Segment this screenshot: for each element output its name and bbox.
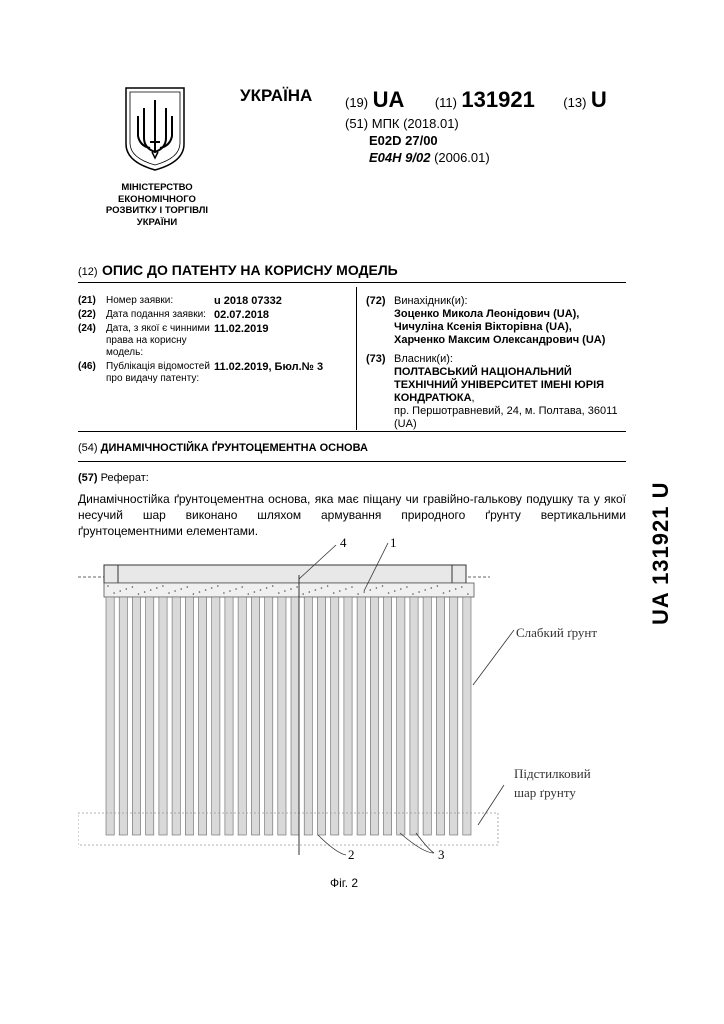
cushion-grain: [193, 593, 195, 595]
cushion-grain: [205, 589, 207, 591]
document-type-text: ОПИС ДО ПАТЕНТУ НА КОРИСНУ МОДЕЛЬ: [102, 262, 398, 278]
title-54: [78, 442, 368, 454]
biblio-value: u 2018 07332: [214, 295, 282, 307]
cushion-grain: [376, 587, 378, 589]
cushion-grain: [327, 585, 329, 587]
cushion-grain: [351, 586, 353, 588]
soil-cement-column: [450, 597, 458, 835]
soil-cement-column: [331, 597, 339, 835]
column-divider: [356, 287, 357, 430]
biblio-right: [366, 295, 626, 431]
soil-cement-column: [397, 597, 405, 835]
abstract-text: [78, 491, 626, 539]
cushion-grain: [138, 593, 140, 595]
soil-cement-column: [344, 597, 352, 835]
callout-2: 2: [348, 847, 355, 862]
biblio-code: (46): [78, 361, 96, 372]
soil-cement-column: [384, 597, 392, 835]
code-13: (13): [563, 95, 587, 110]
cushion-grain: [187, 586, 189, 588]
cushion-grain: [132, 586, 134, 588]
soil-cement-column: [238, 597, 246, 835]
cushion-grain: [449, 590, 451, 592]
cushion-grain: [418, 591, 420, 593]
owner-name-line: ПОЛТАВСЬКИЙ НАЦІОНАЛЬНИЙ: [394, 366, 572, 378]
ministry-line: МІНІСТЕРСТВО: [121, 182, 193, 193]
ministry-line: УКРАЇНИ: [136, 216, 178, 228]
biblio-row: [78, 309, 356, 323]
owner-name-line: ТЕХНІЧНИЙ УНІВЕРСИТЕТ ІМЕНІ ЮРІЯ: [394, 379, 605, 391]
biblio-row: [78, 361, 356, 387]
code-73: (73): [366, 353, 386, 365]
code-51: (51): [345, 116, 369, 131]
cushion-grain: [424, 589, 426, 591]
cushion-grain: [345, 588, 347, 590]
cushion-grain: [309, 591, 311, 593]
kind-code: U: [590, 87, 607, 112]
cushion-grain: [199, 591, 201, 593]
code-11: (11): [434, 95, 457, 110]
code-54: (54): [78, 442, 98, 454]
soil-cement-column: [251, 597, 259, 835]
soil-cement-column: [212, 597, 220, 835]
abstract-line: несучий шар виконано шляхом армування природного ґрунту вертикальними: [78, 508, 626, 522]
cushion-grain: [223, 592, 225, 594]
soil-cement-column: [304, 597, 312, 835]
soil-cement-column: [172, 597, 180, 835]
biblio-left: [78, 295, 356, 387]
abstract-heading: [78, 472, 149, 484]
cushion-grain: [394, 590, 396, 592]
soil-cement-column: [410, 597, 418, 835]
cushion-grain: [168, 592, 170, 594]
ipc-class-2: E04H 9/02: [369, 150, 431, 165]
cushion-grain: [400, 588, 402, 590]
biblio-label: Дата подання заявки:: [106, 309, 206, 320]
inventor-name: Чичуліна Ксенія Вікторівна (UA),: [394, 321, 572, 333]
soil-cement-column: [423, 597, 431, 835]
cushion-grain: [156, 587, 158, 589]
cushion-grain: [388, 592, 390, 594]
owner-address-country: (UA): [394, 418, 417, 430]
cushion-grain: [241, 586, 243, 588]
soil-cement-column: [185, 597, 193, 835]
biblio-row: [78, 323, 356, 361]
cushion-grain: [162, 585, 164, 587]
soil-cement-column: [265, 597, 273, 835]
foundation-drawing: [78, 535, 626, 865]
cushion-grain: [302, 593, 304, 595]
ipc-class-2-date: (2006.01): [434, 150, 490, 165]
inventors-label: Винахідник(и):: [394, 295, 468, 307]
biblio-label: Номер заявки:: [106, 295, 174, 306]
cushion-grain: [260, 589, 262, 591]
divider: [78, 431, 626, 432]
ipc-label: МПК (2018.01): [371, 116, 459, 131]
cushion-grain: [467, 593, 469, 595]
cushion-grain: [357, 593, 359, 595]
soil-cement-column: [106, 597, 114, 835]
patent-number: 131921: [461, 87, 535, 112]
soil-cement-column: [370, 597, 378, 835]
cushion-grain: [119, 590, 121, 592]
cushion-grain: [113, 592, 115, 594]
cushion-grain: [126, 588, 128, 590]
biblio-code: (22): [78, 309, 96, 320]
cushion-grain: [382, 585, 384, 587]
abstract-line: ґрунтоцементними елементами.: [78, 524, 259, 538]
abstract-line: Динамічностійка ґрунтоцементна основа, яка має піщану чи гравійно-галькову подушку та у якої: [78, 492, 626, 506]
cushion-grain: [284, 590, 286, 592]
figure-caption: Фіг. 2: [330, 876, 359, 890]
side-patent-number: [648, 482, 674, 625]
cushion-grain: [107, 585, 109, 587]
soil-cement-column: [199, 597, 207, 835]
cushion-grain: [278, 592, 280, 594]
biblio-value: 11.02.2019, Бюл.№ 3: [214, 361, 324, 373]
biblio-code: (21): [78, 295, 96, 306]
document-type: [78, 262, 398, 280]
cushion-grain: [254, 591, 256, 593]
biblio-label: Публікація відомостей про видачу патенту:: [106, 361, 210, 384]
soil-cement-column: [159, 597, 167, 835]
soil-cement-column: [119, 597, 127, 835]
abstract-label: Реферат:: [100, 472, 149, 484]
code-72: (72): [366, 295, 386, 307]
inventor-name: Зоценко Микола Леонідович (UA),: [394, 308, 580, 320]
cushion-grain: [406, 586, 408, 588]
country-name: УКРАЇНА: [240, 86, 313, 105]
divider: [78, 282, 626, 283]
inventors-block: [366, 295, 626, 347]
ministry-line: РОЗВИТКУ І ТОРГІВЛІ: [105, 205, 209, 216]
cushion-grain: [412, 593, 414, 595]
owner-block: [366, 353, 626, 431]
ipc-block: [345, 115, 490, 166]
ministry-line: ЕКОНОМІЧНОГО: [118, 193, 196, 205]
cushion-grain: [431, 587, 433, 589]
country-code: UA: [372, 87, 405, 112]
bedding-layer-label-2: шар ґрунту: [514, 785, 576, 800]
utility-model-title: ДИНАМІЧНОСТІЙКА ҐРУНТОЦЕМЕНТНА ОСНОВА: [100, 442, 368, 454]
biblio-label: Дата, з якої є чинними права на корисну модель:: [106, 323, 210, 358]
biblio-code: (24): [78, 323, 96, 334]
divider: [78, 461, 626, 462]
cushion-grain: [363, 591, 365, 593]
cushion-grain: [339, 590, 341, 592]
soil-cement-column: [317, 597, 325, 835]
soil-cement-column: [291, 597, 299, 835]
cushion-grain: [217, 585, 219, 587]
cushion-grain: [235, 588, 237, 590]
cushion-grain: [296, 586, 298, 588]
inventor-name: Харченко Максим Олександрович (UA): [394, 334, 606, 346]
cushion-grain: [266, 587, 268, 589]
callout-3: 3: [438, 847, 445, 862]
cushion-grain: [321, 587, 323, 589]
cushion-grain: [248, 593, 250, 595]
owner-address: пр. Першотравневий, 24, м. Полтава, 36011: [394, 405, 618, 417]
cushion-grain: [455, 588, 457, 590]
cushion-grain: [150, 589, 152, 591]
cushion-grain: [315, 589, 317, 591]
cushion-grain: [229, 590, 231, 592]
soil-cement-column: [436, 597, 444, 835]
soil-cement-column: [463, 597, 471, 835]
code-19: (19): [345, 95, 369, 110]
biblio-value: 02.07.2018: [214, 309, 270, 321]
callout-4: 4: [340, 535, 347, 550]
cushion-grain: [144, 591, 146, 593]
cushion-grain: [290, 588, 292, 590]
cushion-grain: [443, 592, 445, 594]
owner-label: Власник(и):: [394, 353, 453, 365]
cushion-grain: [272, 585, 274, 587]
soil-cement-column: [132, 597, 140, 835]
callout-1: 1: [390, 535, 397, 550]
biblio-row: [78, 295, 356, 309]
cushion-grain: [333, 592, 335, 594]
cushion-grain: [174, 590, 176, 592]
bedding-layer-label-1: Підстилковий: [514, 766, 591, 781]
cushion-grain: [211, 587, 213, 589]
soil-cement-column: [225, 597, 233, 835]
ipc-class-1: E02D 27/00: [369, 133, 438, 148]
side-number-text: UA 131921 U: [648, 481, 673, 625]
cushion-grain: [180, 588, 182, 590]
figure-2: [78, 535, 626, 865]
owner-name-line: КОНДРАТЮКА: [394, 392, 472, 404]
weak-soil-label: Слабкий ґрунт: [516, 625, 598, 640]
coat-of-arms-emblem: [124, 86, 186, 172]
cushion-grain: [370, 589, 372, 591]
ministry-name: [95, 182, 219, 228]
soil-cement-column: [357, 597, 365, 835]
soil-cement-column: [278, 597, 286, 835]
code-57: (57): [78, 472, 98, 484]
code-12: (12): [78, 266, 98, 278]
cushion-grain: [461, 586, 463, 588]
patent-number-line: [345, 87, 607, 113]
biblio-value: 11.02.2019: [214, 323, 269, 335]
cushion-grain: [437, 585, 439, 587]
soil-cement-column: [146, 597, 154, 835]
owner-name-comma: ,: [471, 392, 475, 404]
